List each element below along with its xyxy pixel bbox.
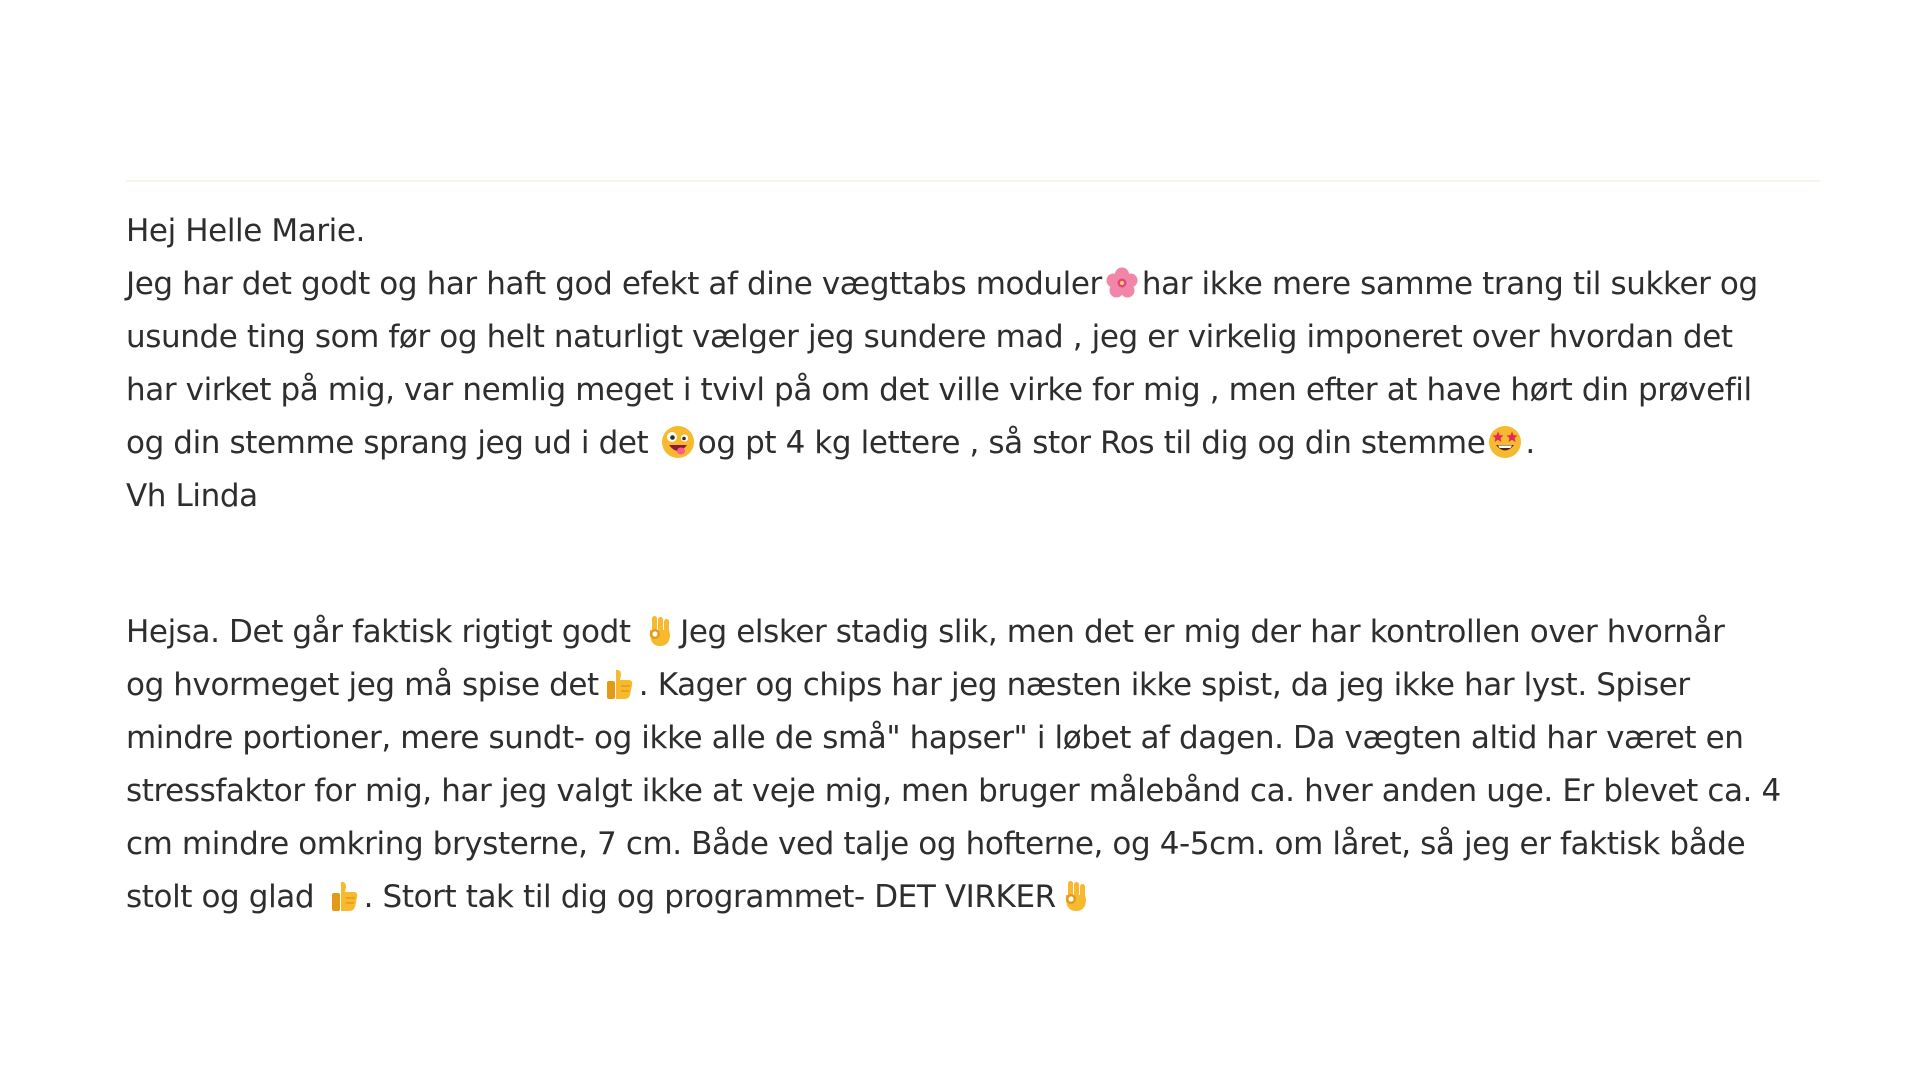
section-divider	[126, 180, 1820, 182]
testimonial-line: stressfaktor for mig, har jeg valgt ikke at veje mig, men bruger målebånd ca. hver anden uge. Er blevet ca. 4	[126, 773, 1781, 809]
testimonial-line: Vh Linda	[126, 478, 258, 514]
testimonial-line: usunde ting som før og helt naturligt vælger jeg sundere mad , jeg er virkelig imponeret over hvordan det	[126, 319, 1733, 355]
testimonial-linda	[126, 205, 1846, 523]
thumbs-up-icon	[602, 667, 636, 701]
thumbs-up-icon	[327, 879, 361, 913]
testimonial-line: har virket på mig, var nemlig meget i tvivl på om det ville virke for mig , men efter at have hørt din prøvefil	[126, 372, 1752, 408]
testimonial-line: cm mindre omkring brysterne, 7 cm. Både ved talje og hofterne, og 4-5cm. om låret, så jeg er faktisk både	[126, 826, 1746, 862]
cherry-blossom-icon	[1105, 266, 1139, 300]
testimonial-line: og hvormeget jeg må spise det . Kager og chips har jeg næsten ikke spist, da jeg ikke har lyst. Spiser	[126, 667, 1690, 703]
zany-face-icon	[661, 425, 695, 459]
testimonial-line: stolt og glad . Stort tak til dig og programmet- DET VIRKER	[126, 871, 1846, 924]
ok-hand-icon	[1059, 879, 1093, 913]
testimonial-second	[126, 606, 1846, 924]
testimonial-line: Hejsa. Det går faktisk rigtigt godt Jeg elsker stadig slik, men det er mig der har kontrollen over hvornår	[126, 614, 1725, 650]
star-struck-face-icon	[1488, 425, 1522, 459]
testimonial-line: og din stemme sprang jeg ud i det og pt 4 kg lettere , så stor Ros til dig og din stemme .	[126, 425, 1535, 461]
testimonial-line: Jeg har det godt og har haft god efekt af dine vægttabs moduler har ikke mere samme trang til sukker og	[126, 266, 1758, 302]
testimonial-line: Hej Helle Marie.	[126, 213, 366, 249]
testimonial-line: mindre portioner, mere sundt- og ikke alle de små" hapser" i løbet af dagen. Da vægten altid har været en	[126, 720, 1744, 756]
ok-hand-icon	[643, 614, 677, 648]
